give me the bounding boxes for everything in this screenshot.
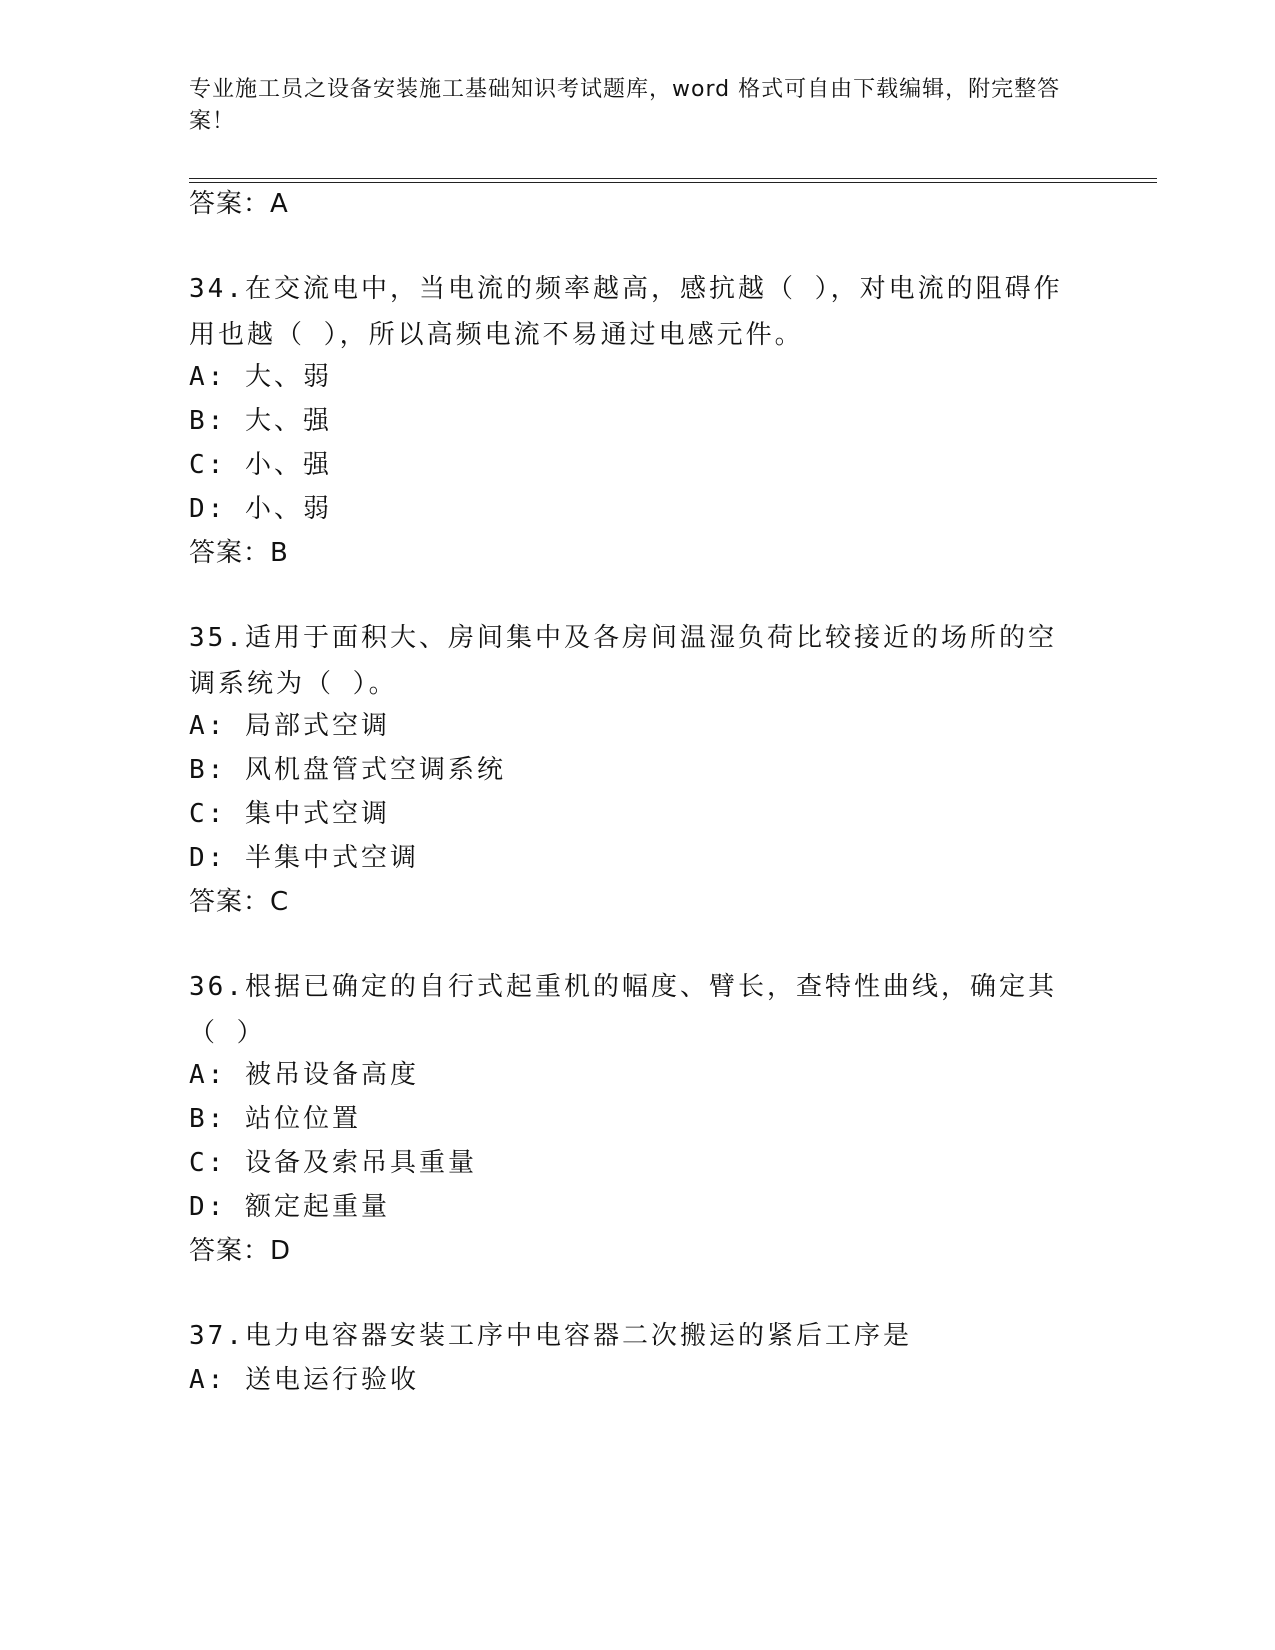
question-35-option-c: C: 集中式空调 [189, 799, 390, 829]
question-34-option-c: C: 小、强 [189, 450, 332, 480]
answer-35: 答案：C [189, 887, 290, 917]
question-36: 36.根据已确定的自行式起重机的幅度、臂长，查特性曲线，确定其（ ） [189, 972, 1057, 1048]
question-37: 37.电力电容器安装工序中电容器二次搬运的紧后工序是 [189, 1321, 912, 1351]
question-34: 34.在交流电中，当电流的频率越高，感抗越（ ），对电流的阻碍作用也越（ ），所以高频电流不易通过电感元件。 [189, 274, 1063, 350]
question-35-option-b: B: 风机盘管式空调系统 [189, 755, 506, 785]
question-36-option-a: A: 被吊设备高度 [189, 1060, 419, 1090]
answer-34: 答案：B [189, 538, 289, 568]
question-35: 35.适用于面积大、房间集中及各房间温湿负荷比较接近的场所的空调系统为（ ）。 [189, 623, 1057, 699]
question-36-option-d: D: 额定起重量 [189, 1192, 390, 1222]
question-35-option-d: D: 半集中式空调 [189, 843, 419, 873]
question-37-option-a: A: 送电运行验收 [189, 1365, 419, 1395]
answer-33: 答案：A [189, 189, 289, 219]
question-34-option-d: D: 小、弱 [189, 494, 332, 524]
question-36-option-b: B: 站位位置 [189, 1104, 361, 1134]
document-header: 专业施工员之设备安装施工基础知识考试题库，word 格式可自由下载编辑，附完整答案！ [189, 77, 1061, 134]
question-35-option-a: A: 局部式空调 [189, 711, 390, 741]
question-36-option-c: C: 设备及索吊具重量 [189, 1148, 477, 1178]
answer-36: 答案：D [189, 1236, 292, 1266]
header-divider [189, 178, 1157, 183]
question-34-option-a: A: 大、弱 [189, 362, 332, 392]
question-34-option-b: B: 大、强 [189, 406, 332, 436]
